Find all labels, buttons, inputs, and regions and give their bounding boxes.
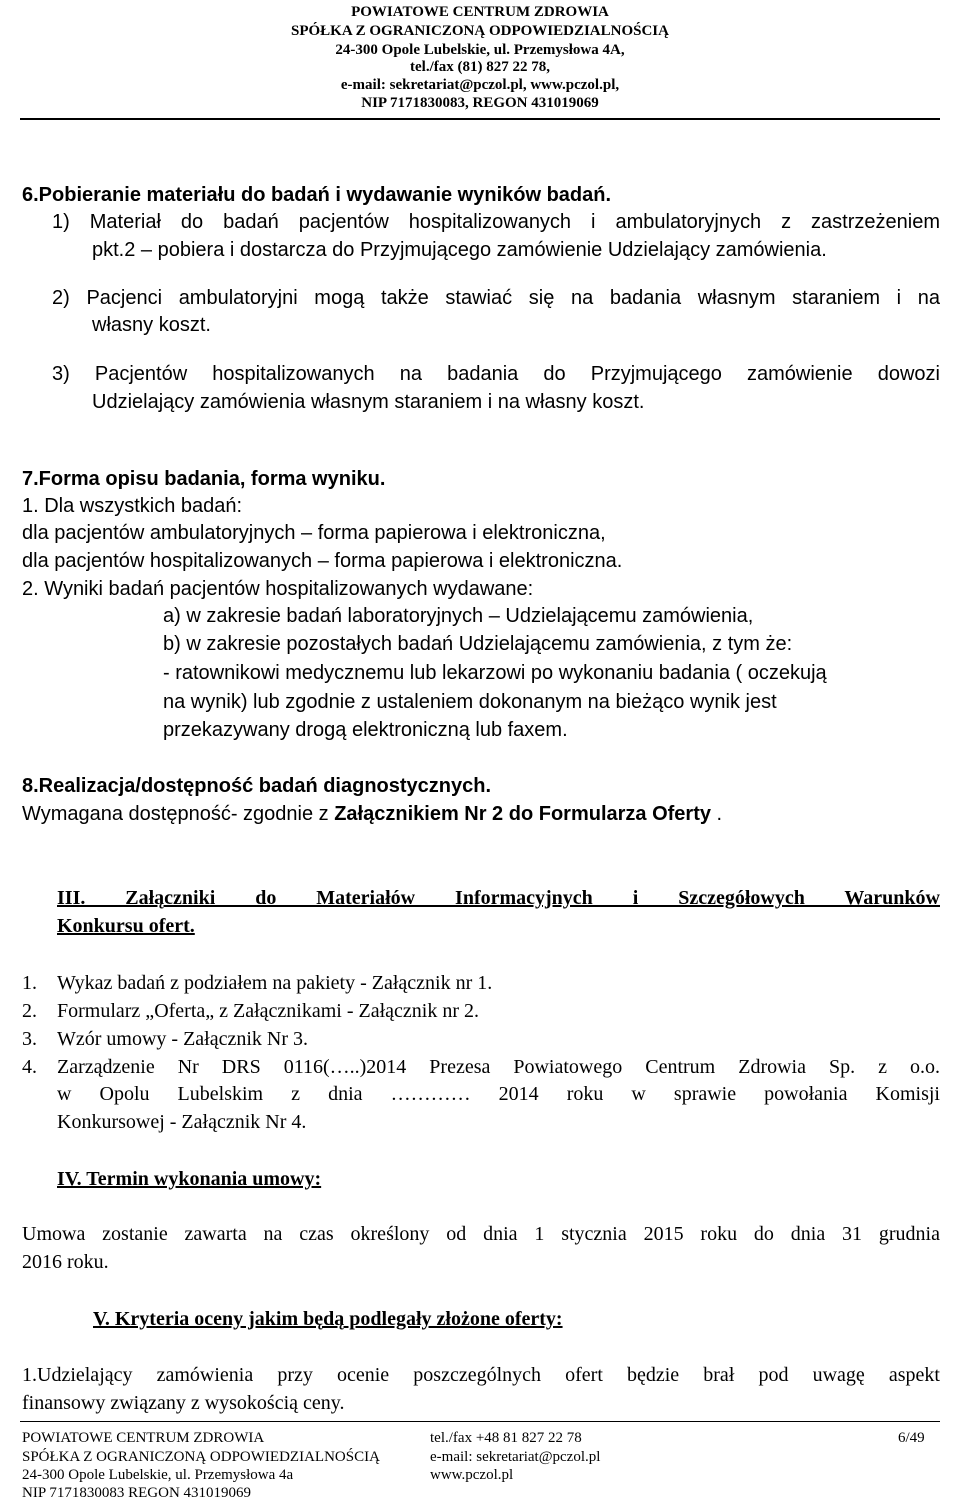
section-7-item-a: a) w zakresie badań laboratoryjnych – Udzielającemu zamówienia, xyxy=(163,605,754,627)
attachment-3-text: Wzór umowy - Załącznik Nr 3. xyxy=(57,1028,309,1050)
attachment-3-number: 3. xyxy=(22,1028,37,1050)
footer-website: www.pczol.pl xyxy=(430,1467,514,1483)
section-6-item-2-line-1: 2) Pacjenci ambulatoryjni mogą także stawiać się na badania własnym staraniem i na xyxy=(52,287,940,309)
footer-company-form: SPÓŁKA Z OGRANICZONĄ ODPOWIEDZIALNOŚCIĄ xyxy=(22,1449,380,1465)
section-7-dash-line-1: - ratownikowi medycznemu lub lekarzowi po wykonaniu badania ( oczekują xyxy=(163,662,827,684)
footer-rule xyxy=(20,1421,940,1422)
footer-phone: tel./fax +48 81 827 22 78 xyxy=(430,1430,582,1446)
section-7-dash-line-3: przekazywany drogą elektroniczną lub faxem. xyxy=(163,719,568,741)
section-8-text xyxy=(22,802,722,826)
footer-nip: NIP 7171830083 REGON 431019069 xyxy=(22,1485,252,1501)
section-6-item-3-line-2: Udzielający zamówienia własnym staraniem i na własny koszt. xyxy=(92,391,645,413)
attachment-4-line-1: Zarządzenie Nr DRS 0116(…..)2014 Prezesa Powiatowego Centrum Zdrowia Sp. z o.o. xyxy=(57,1056,940,1078)
footer-page-number: 6/49 xyxy=(898,1430,925,1446)
footer-email: e-mail: sekretariat@pczol.pl xyxy=(430,1449,601,1465)
section-7-heading: 7.Forma opisu badania, forma wyniku. xyxy=(22,468,386,490)
attachment-4-number: 4. xyxy=(22,1056,37,1078)
section-iv-heading: IV. Termin wykonania umowy: xyxy=(57,1168,322,1190)
section-iv-text-line-1: Umowa zostanie zawarta na czas określony od dnia 1 stycznia 2015 roku do dnia 31 grudnia xyxy=(22,1223,940,1245)
section-v-text-line-1: 1.Udzielający zamówienia przy ocenie poszczególnych ofert będzie brał pod uwagę aspekt xyxy=(22,1364,940,1386)
footer-address: 24-300 Opole Lubelskie, ul. Przemysłowa 4a xyxy=(22,1467,294,1483)
section-6-heading: 6.Pobieranie materiału do badań i wydawanie wyników badań. xyxy=(22,184,612,206)
section-6-item-2-line-2: własny koszt. xyxy=(92,314,211,336)
header-rule xyxy=(20,118,940,120)
header-phone: tel./fax (81) 827 22 78, xyxy=(410,59,550,75)
header-email: e-mail: sekretariat@pczol.pl, www.pczol.pl, xyxy=(340,77,620,93)
section-v-text-line-2: finansowy związany z wysokością ceny. xyxy=(22,1392,345,1414)
section-7-item-b: b) w zakresie pozostałych badań Udzielającemu zamówienia, z tym że: xyxy=(163,633,793,655)
attachment-2-number: 2. xyxy=(22,1000,37,1022)
section-7-point-2: 2. Wyniki badań pacjentów hospitalizowanych wydawane: xyxy=(22,578,534,600)
section-iii-heading-line-1: III. Załączniki do Materiałów Informacyjnych i Szczegółowych Warunków xyxy=(57,887,940,909)
section-8-text-bold: Załącznikiem Nr 2 do Formularza Oferty xyxy=(334,803,711,825)
section-v-heading: V. Kryteria oceny jakim będą podlegały złożone oferty: xyxy=(93,1308,563,1330)
section-6-item-3-line-1: 3) Pacjentów hospitalizowanych na badania do Przyjmującego zamówienie dowozi xyxy=(52,363,940,385)
section-8-text-prefix: Wymagana dostępność- zgodnie z xyxy=(22,803,335,825)
header-address: 24-300 Opole Lubelskie, ul. Przemysłowa 4A, xyxy=(335,42,625,58)
attachment-4-line-3: Konkursowej - Załącznik Nr 4. xyxy=(57,1111,307,1133)
section-iv-text-line-2: 2016 roku. xyxy=(22,1251,109,1273)
section-6-item-1-line-2: pkt.2 – pobiera i dostarcza do Przyjmującego zamówienie Udzielający zamówienia. xyxy=(92,239,827,261)
footer-company-name: POWIATOWE CENTRUM ZDROWIA xyxy=(22,1430,265,1446)
attachment-1-number: 1. xyxy=(22,972,37,994)
section-6-item-1-line-1: 1) Materiał do badań pacjentów hospitalizowanych i ambulatoryjnych z zastrzeżeniem xyxy=(52,211,940,233)
section-7-dash-line-2: na wynik) lub zgodnie z ustaleniem dokonanym na bieżąco wynik jest xyxy=(163,691,777,713)
section-7-ambulatory: dla pacjentów ambulatoryjnych – forma papierowa i elektroniczna, xyxy=(22,522,606,544)
attachment-2-text: Formularz „Oferta„ z Załącznikami - Załącznik nr 2. xyxy=(57,1000,480,1022)
section-7-point-1: 1. Dla wszystkich badań: xyxy=(22,495,243,517)
header-company-name: POWIATOWE CENTRUM ZDROWIA xyxy=(351,4,609,20)
section-iii-heading-line-2: Konkursu ofert. xyxy=(57,915,195,937)
section-7-hospitalized: dla pacjentów hospitalizowanych – forma papierowa i elektroniczna. xyxy=(22,550,623,572)
section-8-heading: 8.Realizacja/dostępność badań diagnostycznych. xyxy=(22,775,492,797)
attachment-4-line-2: w Opolu Lubelskim z dnia ………… 2014 roku w sprawie powołania Komisji xyxy=(57,1083,940,1105)
header-nip: NIP 7171830083, REGON 431019069 xyxy=(361,95,599,111)
header-company-form: SPÓŁKA Z OGRANICZONĄ ODPOWIEDZIALNOŚCIĄ xyxy=(291,23,669,39)
section-8-text-suffix: . xyxy=(711,803,723,825)
attachment-1-text: Wykaz badań z podziałem na pakiety - Załącznik nr 1. xyxy=(57,972,493,994)
